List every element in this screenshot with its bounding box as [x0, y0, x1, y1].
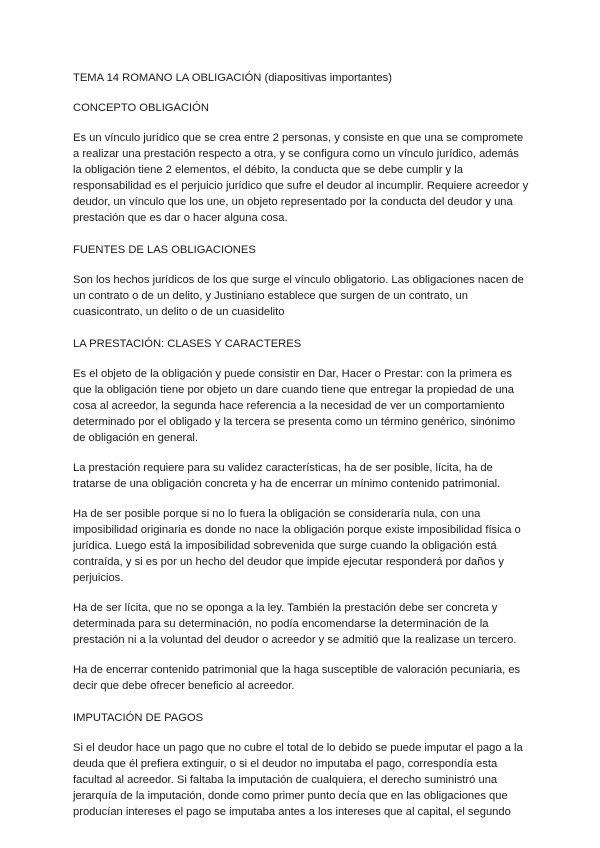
paragraph: Ha de encerrar contenido patrimonial que la haga susceptible de valoración pecuniaria, es decir que debe ofrecer beneficio al acreedor. — [73, 664, 521, 692]
section-heading-concepto: CONCEPTO OBLIGACIÓN — [73, 102, 209, 114]
paragraph: Ha de ser lícita, que no se oponga a la ley. También la prestación debe ser concreta y determinada para su determinación, no podía encomendarse la determinación de la prestación ni a la voluntad del deudor o acreedor y se admitió que la realizase un tercero. — [73, 602, 517, 646]
section-heading-imputacion: IMPUTACIÓN DE PAGOS — [73, 712, 204, 724]
paragraph: Ha de ser posible porque si no lo fuera la obligación se consideraría nula, con una imposibilidad originaria es donde no nace la obligación porque existe imposibilidad física o jurídica. Luego está la imposibilidad sobrevenida que surge cuando la obligación está contraída, y si es por un hecho del deudor que impide ejecutar responderá por daños y perjuicios. — [73, 508, 521, 584]
paragraph: La prestación requiere para su validez características, ha de ser posible, lícita, ha de tratarse de una obligación concreta y ha de encerrar un mínimo contenido patrimonial. — [73, 462, 501, 490]
paragraph: Son los hechos jurídicos de los que surge el vínculo obligatorio. Las obligaciones nacen de un contrato o de un delito, y Justiniano establece que surgen de un contrato, un cuasicontrato, un delito o de un cuasidelito — [73, 274, 524, 318]
document-title: TEMA 14 ROMANO LA OBLIGACIÓN (diapositivas importantes) — [73, 72, 392, 84]
section-heading-prestacion: LA PRESTACIÓN: CLASES Y CARACTERES — [73, 338, 302, 350]
paragraph: Es un vínculo jurídico que se crea entre 2 personas, y consiste en que una se compromete a realizar una prestación respecto a otra, y se configura como un vínculo jurídico, además la obligación tiene 2 elementos, el débito, la conducta que se debe cumplir y la responsabilidad es el perjuicio jurídico que sufre el deudor al incumplir. Requiere acreedor y deudor, un vínculo que los une, un objeto representado por la conducta del deudor y una prestación que es dar o hacer alguna cosa. — [73, 132, 529, 224]
section-heading-fuentes: FUENTES DE LAS OBLIGACIONES — [73, 244, 256, 256]
paragraph: Es el objeto de la obligación y puede consistir en Dar, Hacer o Prestar: con la primera es que la obligación tiene por objeto un dare cuando tiene que entregar la propiedad de una cosa al acreedor, la segunda hace referencia a la necesidad de ver un comportamiento determinado por el obligado y la tercera se presenta como un término genérico, sinónimo de obligación en general. — [73, 368, 516, 444]
paragraph: Si el deudor hace un pago que no cubre el total de lo debido se puede imputar el pago a la deuda que él prefiera extinguir, o si el deudor no imputaba el pago, correspondía esta facultad al acreedor. Si faltaba la imputación de cualquiera, el derecho suministró una jerarquía de la imputación, donde como primer punto decía que en las obligaciones que producían intereses el pago se imputaba antes a los intereses que al capital, el segundo — [73, 742, 523, 818]
